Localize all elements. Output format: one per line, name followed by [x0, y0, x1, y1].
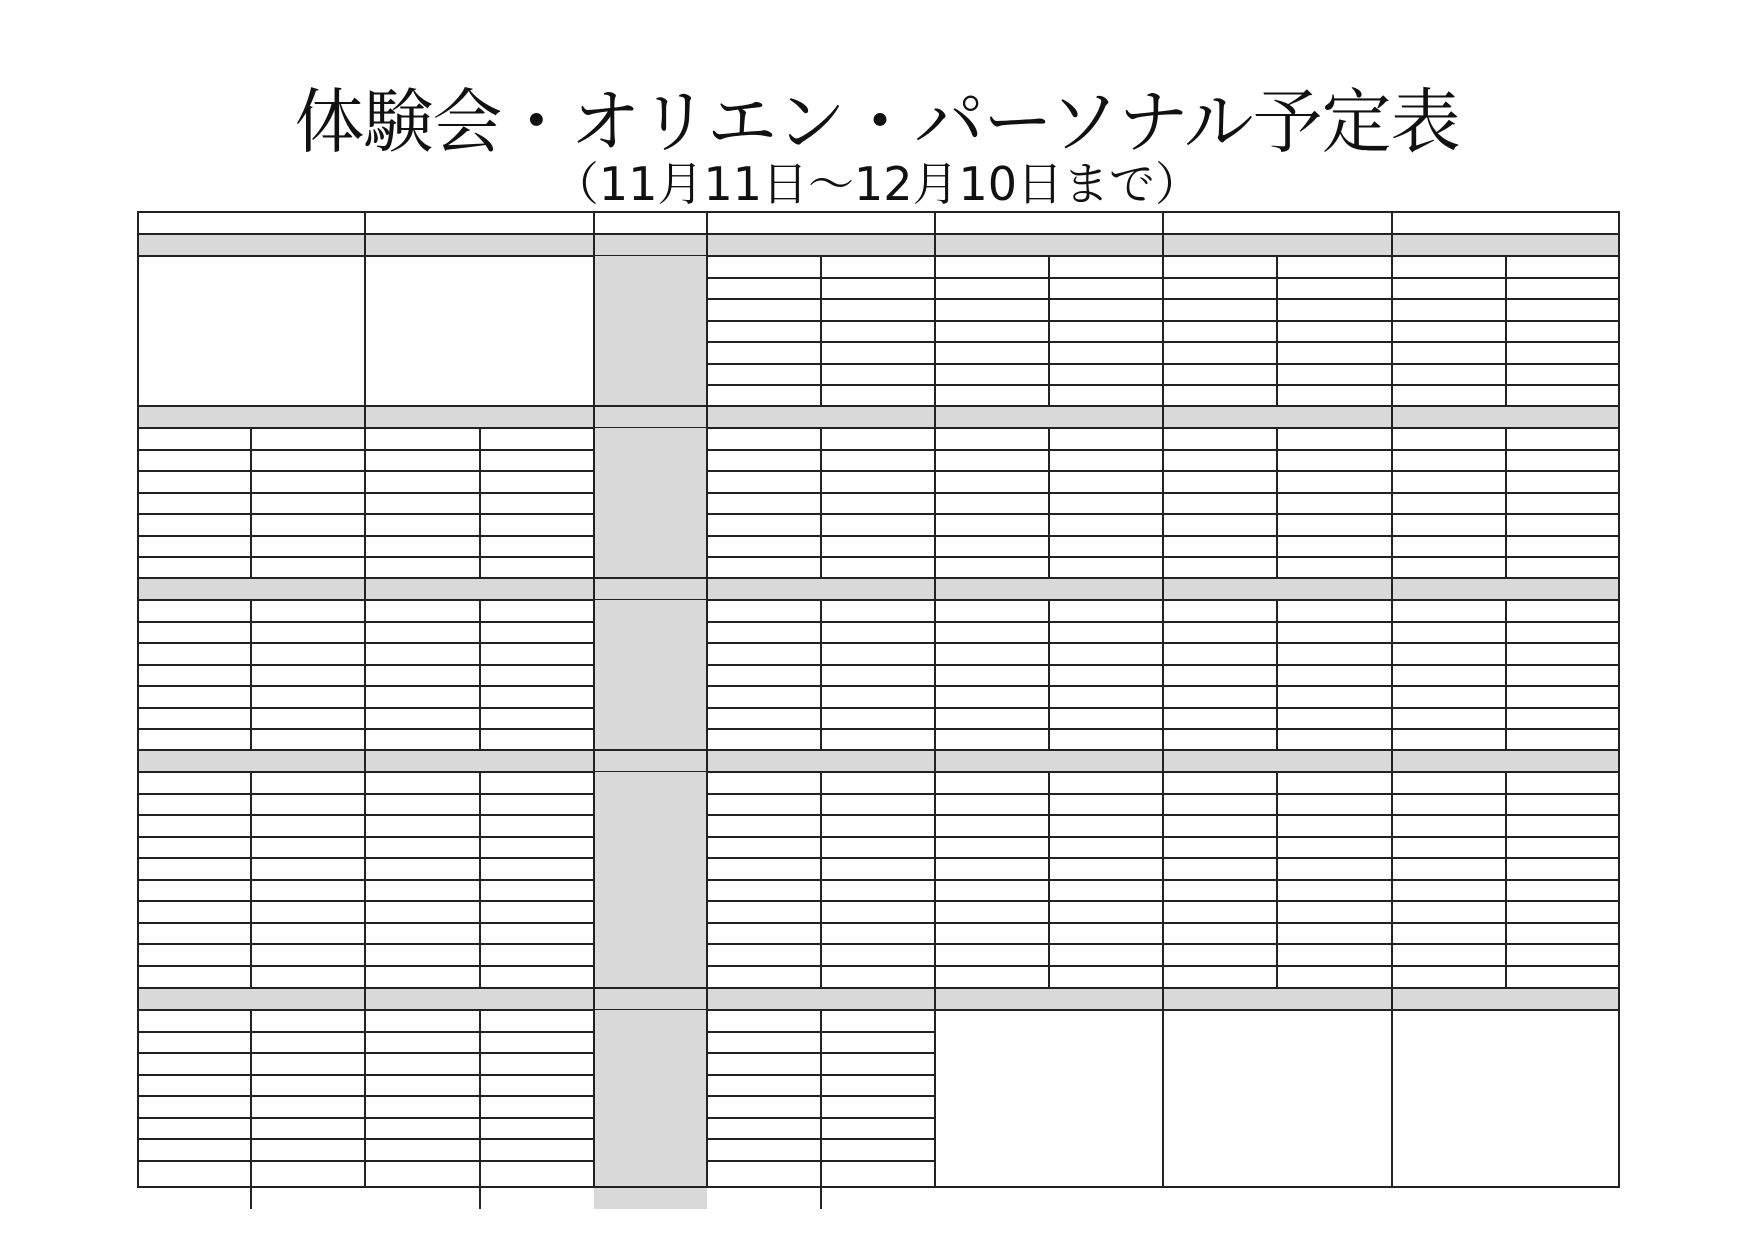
column-rule: [1505, 772, 1507, 794]
column-rule: [820, 299, 822, 321]
column-rule: [1505, 557, 1507, 579]
date-row-shade: [1392, 578, 1620, 600]
column-rule: [1505, 622, 1507, 644]
column-rule: [250, 837, 252, 859]
date-row-shade: [1163, 406, 1392, 428]
column-rule: [1276, 428, 1278, 450]
column-rule: [1505, 944, 1507, 966]
column-rule: [820, 471, 822, 493]
date-row-shade: [1163, 578, 1392, 600]
column-rule: [820, 1010, 822, 1032]
column-rule: [250, 1161, 252, 1209]
column-rule: [479, 837, 481, 859]
date-row-shade: [707, 988, 935, 1010]
column-rule: [820, 1118, 822, 1140]
date-row-shade: [594, 578, 707, 600]
column-rule: [1505, 686, 1507, 708]
column-rule: [1276, 514, 1278, 536]
column-rule: [1048, 278, 1050, 300]
column-rule: [1505, 342, 1507, 364]
column-rule: [479, 471, 481, 493]
column-rule: [1048, 944, 1050, 966]
column-rule: [1505, 729, 1507, 751]
column-rule: [1048, 686, 1050, 708]
column-rule: [1391, 211, 1393, 1188]
column-rule: [1048, 428, 1050, 450]
column-rule: [1276, 665, 1278, 687]
date-row-shade: [935, 750, 1163, 772]
column-rule: [479, 901, 481, 923]
column-rule: [820, 729, 822, 751]
column-rule: [1505, 643, 1507, 665]
column-rule: [1276, 557, 1278, 579]
column-rule: [1048, 708, 1050, 730]
date-row-shade: [1392, 988, 1620, 1010]
column-rule: [1276, 944, 1278, 966]
column-rule: [1276, 471, 1278, 493]
column-rule: [479, 1096, 481, 1118]
column-rule: [820, 514, 822, 536]
column-rule: [1505, 880, 1507, 902]
column-rule: [1048, 342, 1050, 364]
date-row-shade: [137, 988, 365, 1010]
closed-day-shade: [594, 600, 707, 751]
column-rule: [479, 600, 481, 622]
column-rule: [820, 600, 822, 622]
date-row-shade: [1163, 988, 1392, 1010]
column-rule: [250, 1075, 252, 1097]
date-row-shade: [365, 578, 594, 600]
column-rule: [706, 211, 708, 1188]
column-rule: [1276, 450, 1278, 472]
column-rule: [479, 557, 481, 579]
column-rule: [1048, 557, 1050, 579]
column-rule: [1276, 837, 1278, 859]
column-rule: [1505, 299, 1507, 321]
column-rule: [820, 536, 822, 558]
column-rule: [1276, 794, 1278, 816]
row-rule: [137, 987, 1620, 989]
column-rule: [1048, 858, 1050, 880]
column-rule: [1505, 450, 1507, 472]
column-rule: [1276, 321, 1278, 343]
column-rule: [479, 944, 481, 966]
row-rule: [137, 1186, 1620, 1188]
column-rule: [479, 794, 481, 816]
column-rule: [1048, 622, 1050, 644]
column-rule: [1505, 966, 1507, 988]
column-rule: [1505, 923, 1507, 945]
column-rule: [820, 944, 822, 966]
column-rule: [250, 471, 252, 493]
column-rule: [479, 450, 481, 472]
column-rule: [1505, 858, 1507, 880]
column-rule: [250, 514, 252, 536]
column-rule: [479, 493, 481, 515]
column-rule: [250, 923, 252, 945]
date-row-shade: [594, 234, 707, 256]
column-rule: [479, 880, 481, 902]
column-rule: [1276, 622, 1278, 644]
column-rule: [1276, 966, 1278, 988]
column-rule: [250, 557, 252, 579]
column-rule: [479, 858, 481, 880]
column-rule: [1276, 299, 1278, 321]
column-rule: [250, 815, 252, 837]
date-row-shade: [935, 234, 1163, 256]
column-rule: [364, 211, 366, 1188]
column-rule: [1276, 643, 1278, 665]
column-rule: [250, 1032, 252, 1054]
column-rule: [250, 858, 252, 880]
column-rule: [1505, 514, 1507, 536]
date-row-shade: [1392, 750, 1620, 772]
closed-day-shade: [594, 1010, 707, 1209]
column-rule: [820, 1096, 822, 1118]
column-rule: [1048, 321, 1050, 343]
column-rule: [820, 880, 822, 902]
column-rule: [820, 493, 822, 515]
column-rule: [1505, 278, 1507, 300]
closed-day-shade: [594, 428, 707, 579]
date-row-shade: [1392, 234, 1620, 256]
column-rule: [1505, 321, 1507, 343]
column-rule: [250, 536, 252, 558]
row-rule: [137, 599, 1620, 601]
page-subtitle: （11月11日～12月10日まで）: [552, 157, 1202, 211]
column-rule: [1505, 901, 1507, 923]
column-rule: [250, 708, 252, 730]
column-rule: [479, 815, 481, 837]
column-rule: [1505, 600, 1507, 622]
column-rule: [479, 1139, 481, 1161]
date-row-shade: [365, 988, 594, 1010]
column-rule: [820, 643, 822, 665]
column-rule: [250, 1010, 252, 1032]
column-rule: [1048, 299, 1050, 321]
column-rule: [1048, 600, 1050, 622]
column-rule: [1048, 815, 1050, 837]
row-rule: [137, 211, 1620, 213]
column-rule: [820, 901, 822, 923]
column-rule: [1048, 772, 1050, 794]
column-rule: [1048, 536, 1050, 558]
column-rule: [593, 211, 595, 1188]
schedule-table: [137, 211, 1620, 1188]
column-rule: [250, 450, 252, 472]
column-rule: [479, 923, 481, 945]
date-row-shade: [137, 234, 365, 256]
column-rule: [820, 1053, 822, 1075]
date-row-shade: [707, 234, 935, 256]
closed-day-shade: [594, 256, 707, 407]
column-rule: [820, 1139, 822, 1161]
date-row-shade: [707, 406, 935, 428]
row-rule: [137, 771, 1620, 773]
column-rule: [479, 1053, 481, 1075]
column-rule: [250, 794, 252, 816]
date-row-shade: [365, 406, 594, 428]
column-rule: [820, 1075, 822, 1097]
column-rule: [1505, 536, 1507, 558]
column-rule: [820, 364, 822, 386]
column-rule: [250, 772, 252, 794]
date-row-shade: [707, 578, 935, 600]
column-rule: [820, 256, 822, 278]
column-rule: [1276, 364, 1278, 386]
column-rule: [137, 211, 139, 1188]
column-rule: [1276, 708, 1278, 730]
column-rule: [479, 643, 481, 665]
column-rule: [479, 729, 481, 751]
date-row-shade: [137, 578, 365, 600]
column-rule: [250, 944, 252, 966]
row-rule: [137, 427, 1620, 429]
column-rule: [820, 665, 822, 687]
row-rule: [137, 577, 1620, 579]
column-rule: [1276, 858, 1278, 880]
column-rule: [1505, 794, 1507, 816]
column-rule: [1048, 901, 1050, 923]
closed-day-shade: [594, 772, 707, 987]
column-rule: [250, 1118, 252, 1140]
column-rule: [1505, 837, 1507, 859]
column-rule: [1276, 772, 1278, 794]
column-rule: [479, 1075, 481, 1097]
column-rule: [479, 428, 481, 450]
column-rule: [1505, 471, 1507, 493]
column-rule: [479, 1118, 481, 1140]
column-rule: [820, 708, 822, 730]
column-rule: [250, 665, 252, 687]
date-row-shade: [935, 406, 1163, 428]
column-rule: [1276, 686, 1278, 708]
column-rule: [250, 428, 252, 450]
date-row-shade: [137, 750, 365, 772]
column-rule: [1048, 493, 1050, 515]
column-rule: [1618, 211, 1620, 1188]
column-rule: [250, 1096, 252, 1118]
column-rule: [820, 966, 822, 988]
date-row-shade: [594, 988, 707, 1010]
column-rule: [1505, 256, 1507, 278]
date-row-shade: [594, 750, 707, 772]
column-rule: [820, 837, 822, 859]
date-row-shade: [365, 750, 594, 772]
column-rule: [1505, 428, 1507, 450]
row-rule: [137, 405, 1620, 407]
column-rule: [1505, 493, 1507, 515]
column-rule: [820, 557, 822, 579]
column-rule: [1276, 600, 1278, 622]
column-rule: [479, 708, 481, 730]
column-rule: [479, 686, 481, 708]
column-rule: [1162, 211, 1164, 1188]
column-rule: [479, 622, 481, 644]
date-row-shade: [935, 988, 1163, 1010]
row-rule: [137, 1009, 1620, 1011]
column-rule: [1048, 665, 1050, 687]
column-rule: [1505, 815, 1507, 837]
column-rule: [1276, 385, 1278, 407]
column-rule: [250, 1139, 252, 1161]
column-rule: [250, 729, 252, 751]
date-row-shade: [707, 750, 935, 772]
date-row-shade: [137, 406, 365, 428]
column-rule: [479, 1032, 481, 1054]
column-rule: [250, 643, 252, 665]
column-rule: [820, 686, 822, 708]
column-rule: [1276, 256, 1278, 278]
column-rule: [1276, 923, 1278, 945]
row-rule: [137, 749, 1620, 751]
column-rule: [1276, 901, 1278, 923]
column-rule: [1048, 256, 1050, 278]
column-rule: [1048, 385, 1050, 407]
date-row-shade: [1163, 750, 1392, 772]
date-row-shade: [935, 578, 1163, 600]
date-row-shade: [594, 406, 707, 428]
column-rule: [1276, 729, 1278, 751]
date-row-shade: [1392, 406, 1620, 428]
column-rule: [250, 600, 252, 622]
column-rule: [820, 815, 822, 837]
column-rule: [479, 1161, 481, 1209]
column-rule: [1048, 966, 1050, 988]
column-rule: [820, 794, 822, 816]
column-rule: [479, 772, 481, 794]
column-rule: [250, 901, 252, 923]
column-rule: [1505, 385, 1507, 407]
column-rule: [250, 966, 252, 988]
column-rule: [820, 321, 822, 343]
date-row-shade: [1163, 234, 1392, 256]
column-rule: [479, 536, 481, 558]
column-rule: [1048, 880, 1050, 902]
column-rule: [1048, 364, 1050, 386]
column-rule: [1505, 708, 1507, 730]
column-rule: [1276, 493, 1278, 515]
column-rule: [934, 211, 936, 1188]
page-title: 体験会・オリエン・パーソナル予定表: [294, 81, 1460, 163]
column-rule: [820, 772, 822, 794]
column-rule: [479, 665, 481, 687]
column-rule: [820, 278, 822, 300]
column-rule: [1048, 837, 1050, 859]
row-rule: [137, 255, 1620, 257]
column-rule: [1505, 364, 1507, 386]
column-rule: [250, 880, 252, 902]
column-rule: [1048, 794, 1050, 816]
column-rule: [820, 428, 822, 450]
column-rule: [1276, 342, 1278, 364]
column-rule: [1048, 729, 1050, 751]
column-rule: [1276, 880, 1278, 902]
column-rule: [1276, 536, 1278, 558]
column-rule: [1048, 643, 1050, 665]
column-rule: [1048, 514, 1050, 536]
column-rule: [479, 1010, 481, 1032]
column-rule: [1276, 278, 1278, 300]
column-rule: [820, 342, 822, 364]
date-row-shade: [365, 234, 594, 256]
column-rule: [250, 1053, 252, 1075]
column-rule: [1048, 471, 1050, 493]
column-rule: [820, 923, 822, 945]
column-rule: [1505, 665, 1507, 687]
column-rule: [479, 514, 481, 536]
column-rule: [820, 1161, 822, 1209]
column-rule: [250, 493, 252, 515]
column-rule: [479, 966, 481, 988]
column-rule: [820, 858, 822, 880]
column-rule: [820, 622, 822, 644]
column-rule: [1048, 450, 1050, 472]
column-rule: [1276, 815, 1278, 837]
column-rule: [1048, 923, 1050, 945]
column-rule: [250, 686, 252, 708]
column-rule: [820, 1032, 822, 1054]
column-rule: [820, 385, 822, 407]
column-rule: [820, 450, 822, 472]
row-rule: [137, 233, 1620, 235]
column-rule: [250, 622, 252, 644]
